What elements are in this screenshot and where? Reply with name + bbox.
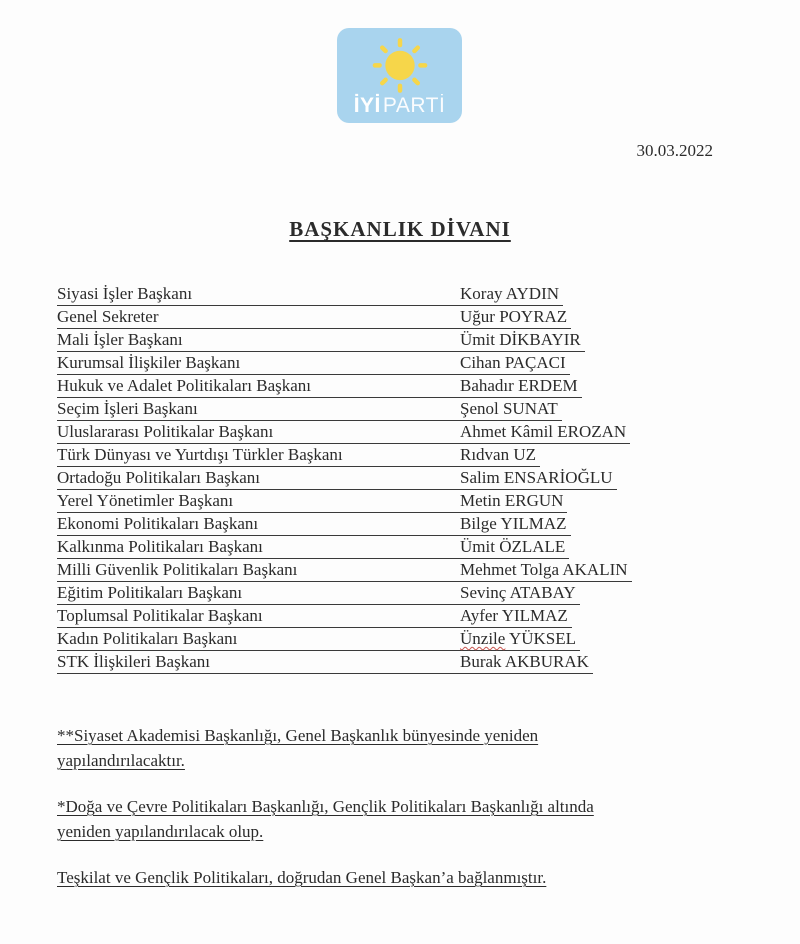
- spellcheck-underline: Ünzile: [460, 629, 506, 648]
- member-name: Bilge YILMAZ: [460, 514, 567, 533]
- footnote-line: Teşkilat ve Gençlik Politikaları, doğrudan Genel Başkan’a bağlanmıştır.: [57, 868, 547, 887]
- position-label: Siyasi İşler Başkanı: [57, 284, 193, 303]
- position-label: Milli Güvenlik Politikaları Başkanı: [57, 560, 298, 579]
- position-label: Kadın Politikaları Başkanı: [57, 629, 238, 648]
- table-row: [57, 582, 632, 605]
- position-label: Kurumsal İlişkiler Başkanı: [57, 353, 241, 372]
- footnote: [57, 865, 757, 890]
- member-name: Sevinç ATABAY: [460, 583, 576, 602]
- member-name: Burak AKBURAK: [460, 652, 589, 671]
- footnote: [57, 794, 757, 844]
- position-label: Genel Sekreter: [57, 307, 159, 326]
- member-name: Şenol SUNAT: [460, 399, 558, 418]
- position-label: Uluslararası Politikalar Başkanı: [57, 422, 274, 441]
- table-row: [57, 329, 632, 352]
- position-label: Türk Dünyası ve Yurtdışı Türkler Başkanı: [57, 445, 343, 464]
- footnote-line: yapılandırılacaktır.: [57, 751, 185, 770]
- positions-table: [57, 283, 632, 674]
- table-row: [57, 375, 632, 398]
- table-row: [57, 605, 632, 628]
- logo-text-parti: PARTİ: [382, 94, 446, 117]
- table-row: [57, 444, 632, 467]
- footnote-line: yeniden yapılandırılacak olup.: [57, 822, 264, 841]
- position-label: Eğitim Politikaları Başkanı: [57, 583, 243, 602]
- member-name: Ahmet Kâmil EROZAN: [460, 422, 627, 441]
- member-name: Rıdvan UZ: [460, 445, 537, 464]
- table-row: [57, 490, 632, 513]
- table-row: [57, 628, 632, 651]
- table-row: [57, 536, 632, 559]
- page-title: BAŞKANLIK DİVANI: [289, 217, 511, 241]
- position-label: Ekonomi Politikaları Başkanı: [57, 514, 259, 533]
- sun-icon: [363, 29, 437, 99]
- member-name: Cihan PAÇACI: [460, 353, 566, 372]
- position-label: Hukuk ve Adalet Politikaları Başkanı: [57, 376, 312, 395]
- position-label: STK İlişkileri Başkanı: [57, 652, 210, 671]
- table-row: [57, 283, 632, 306]
- member-name: Salim ENSARİOĞLU: [460, 468, 613, 487]
- table-row: [57, 651, 632, 674]
- table-row: [57, 398, 632, 421]
- iyi-parti-logo: [337, 28, 462, 123]
- table-row: [57, 421, 632, 444]
- member-name: Uğur POYRAZ: [460, 307, 568, 326]
- logo-text-iyi: İYİ: [353, 94, 381, 117]
- footnote-line: *Doğa ve Çevre Politikaları Başkanlığı, Gençlik Politikaları Başkanlığı altında: [57, 797, 594, 816]
- member-name: Koray AYDIN: [460, 284, 560, 303]
- table-row: [57, 352, 632, 375]
- position-label: Yerel Yönetimler Başkanı: [57, 491, 234, 510]
- table-row: [57, 467, 632, 490]
- logo-wordmark: [354, 95, 446, 116]
- table-row: [57, 306, 632, 329]
- footnote: [57, 723, 757, 773]
- position-label: Toplumsal Politikalar Başkanı: [57, 606, 263, 625]
- position-label: Mali İşler Başkanı: [57, 330, 183, 349]
- position-label: Ortadoğu Politikaları Başkanı: [57, 468, 261, 487]
- member-name: Bahadır ERDEM: [460, 376, 578, 395]
- footnotes-section: [57, 723, 757, 911]
- member-name: Mehmet Tolga AKALIN: [460, 560, 628, 579]
- table-row: [57, 559, 632, 582]
- member-name: Ayfer YILMAZ: [460, 606, 568, 625]
- table-row: [57, 513, 632, 536]
- position-label: Seçim İşleri Başkanı: [57, 399, 198, 418]
- footnote-line: **Siyaset Akademisi Başkanlığı, Genel Başkanlık bünyesinde yeniden: [57, 726, 539, 745]
- member-name: Ümit DİKBAYIR: [460, 330, 581, 349]
- member-name: Metin ERGUN: [460, 491, 564, 510]
- document-date: 30.03.2022: [636, 141, 713, 160]
- position-label: Kalkınma Politikaları Başkanı: [57, 537, 263, 556]
- member-name: Ünzile YÜKSEL: [460, 629, 577, 648]
- member-name: Ümit ÖZLALE: [460, 537, 566, 556]
